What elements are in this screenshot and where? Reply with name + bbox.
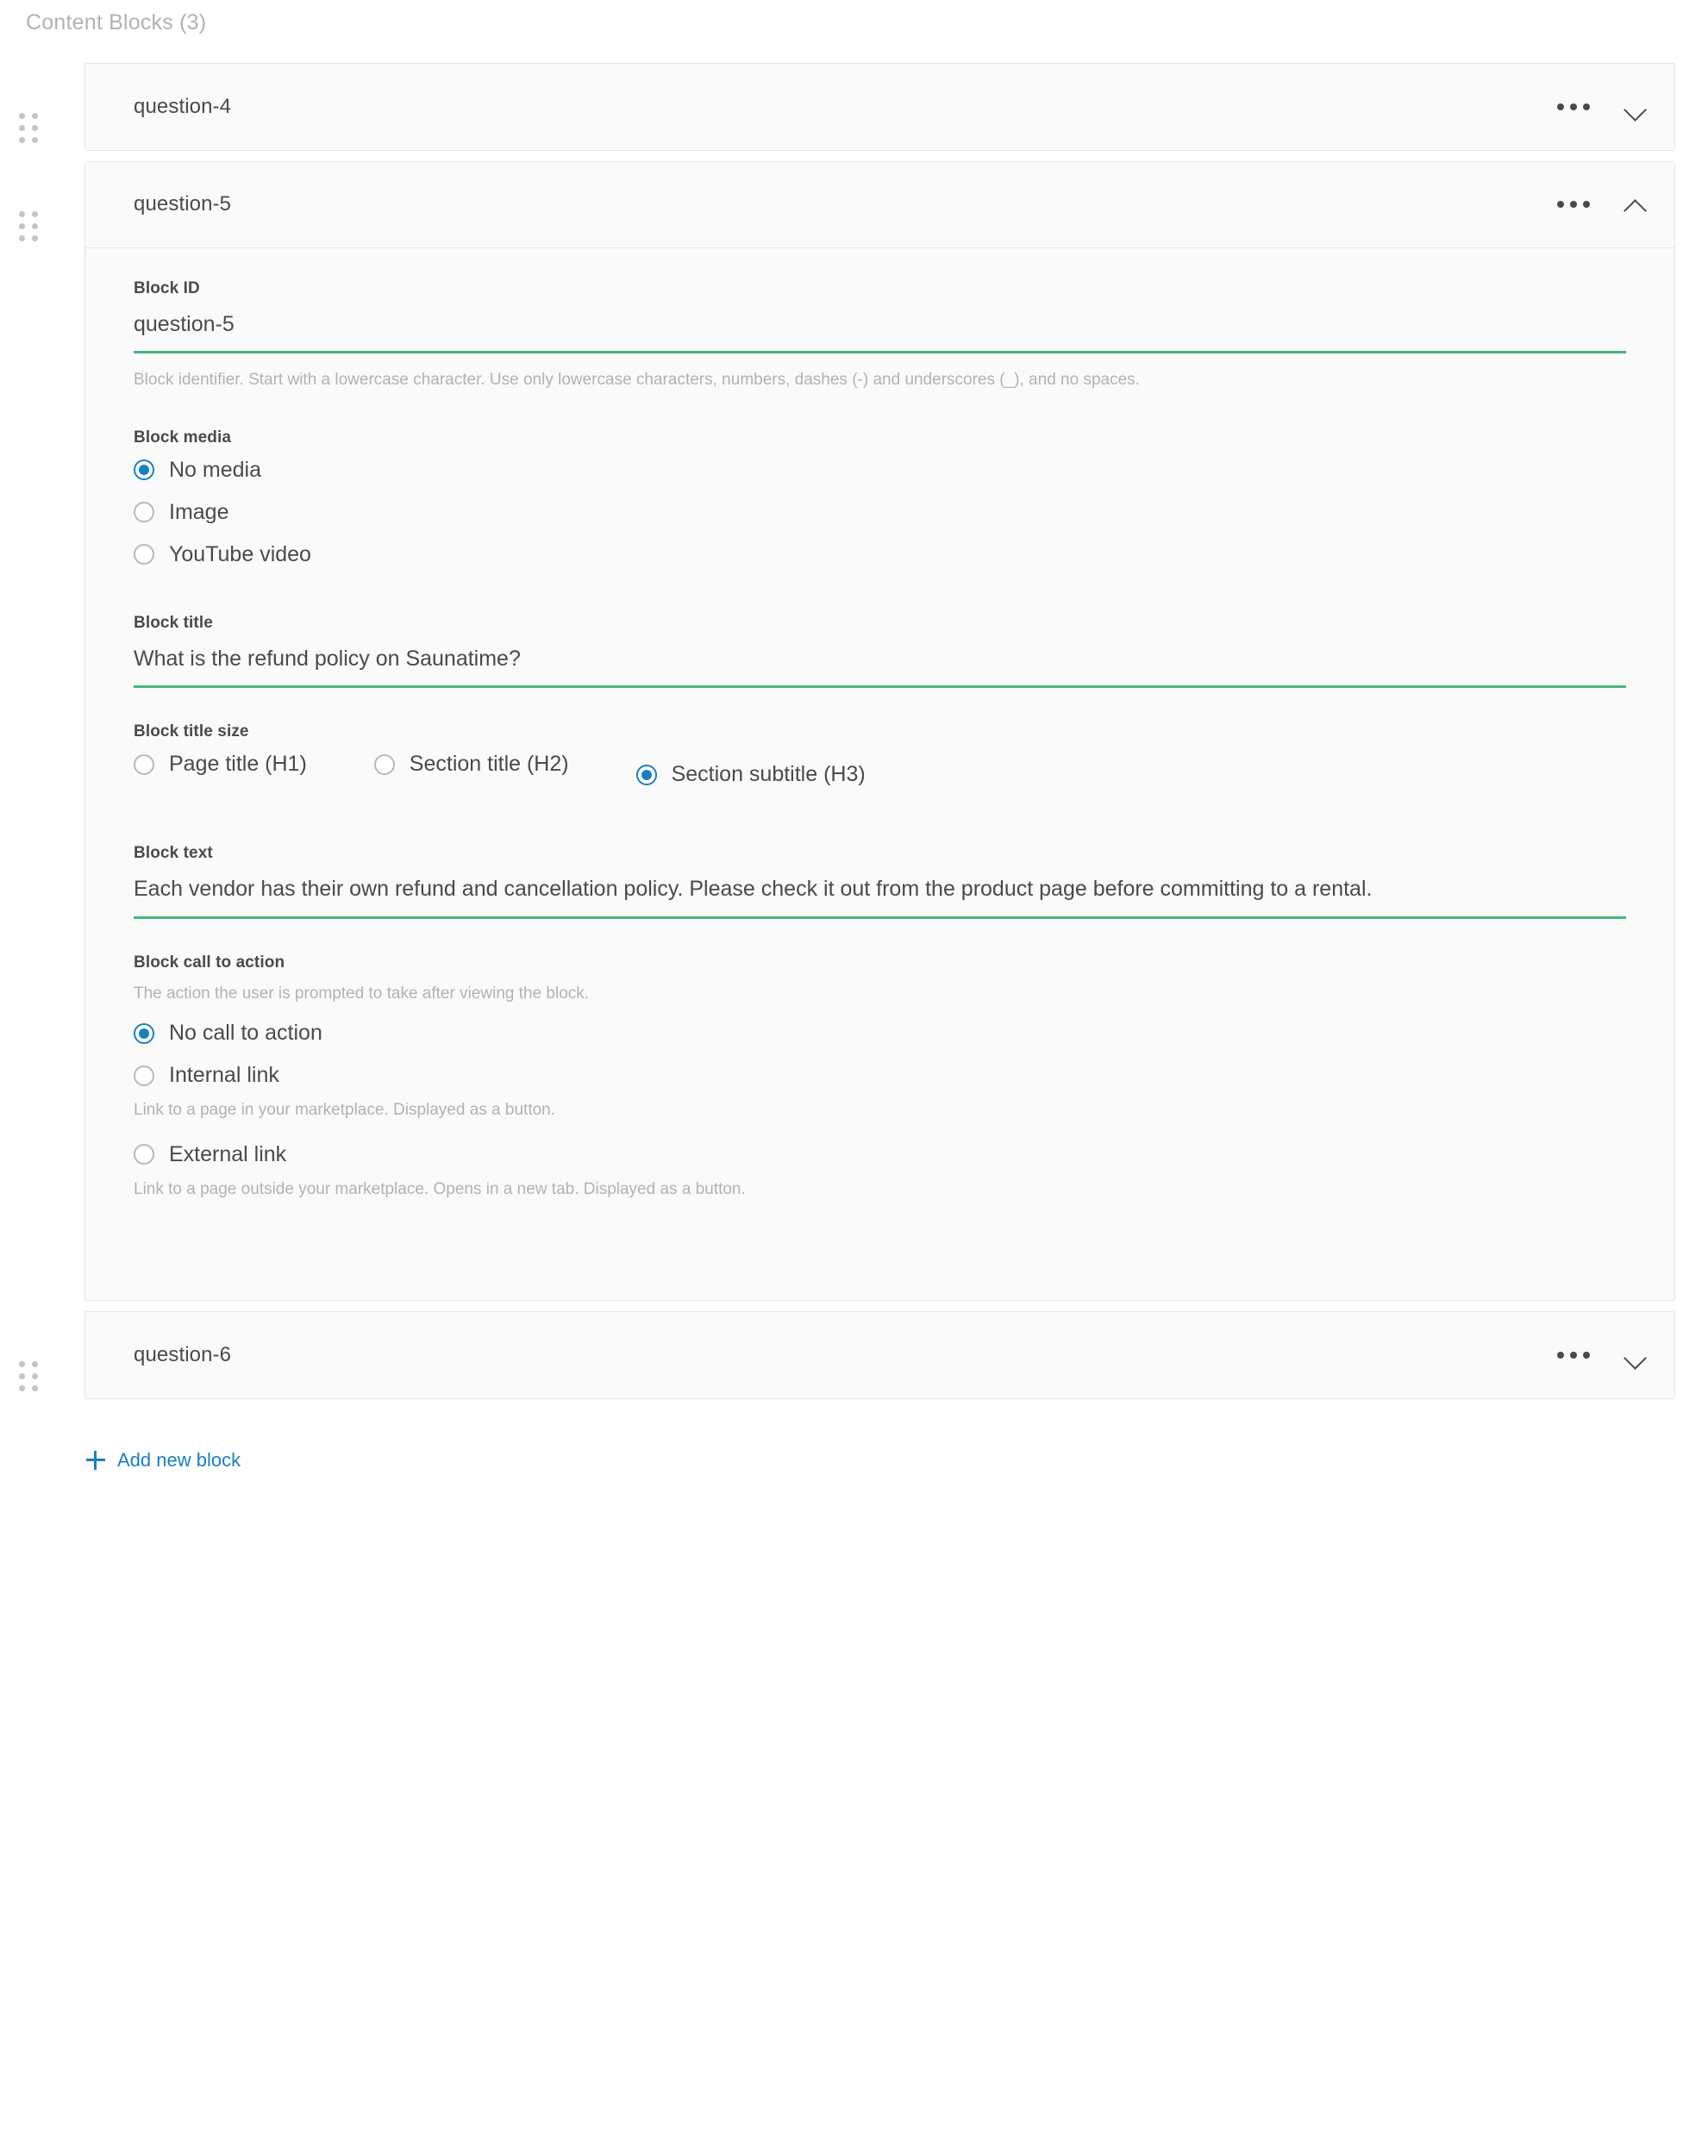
block-header-actions <box>1554 1342 1649 1368</box>
radio-label: Section title (H2) <box>409 752 569 777</box>
field-block-text <box>134 844 1626 919</box>
block-body <box>85 248 1674 1301</box>
radio-label: External link <box>169 1141 287 1166</box>
block-id-input[interactable]: question-5 <box>134 311 235 336</box>
radio-label: Image <box>169 499 229 524</box>
block-title: question-6 <box>134 1343 232 1367</box>
block-row <box>0 1311 1708 1399</box>
block-row <box>0 161 1708 1302</box>
radio-youtube-video[interactable] <box>134 541 1626 566</box>
block-text-input[interactable]: Each vendor has their own refund and cancellation policy. Please check it out from the product page before committing to a rental. <box>134 877 1373 902</box>
radio-label: Section subtitle (H3) <box>671 762 866 787</box>
block-text-label: Block text <box>134 844 213 863</box>
block-header[interactable] <box>85 64 1674 150</box>
block-header[interactable] <box>85 162 1674 248</box>
radio-no-call-to-action[interactable] <box>134 1022 1626 1044</box>
block-card-question-4 <box>84 63 1675 151</box>
chevron-down-icon[interactable] <box>1623 1342 1649 1368</box>
field-block-cta <box>134 953 1626 1202</box>
field-block-media <box>134 428 1626 566</box>
block-list <box>0 63 1708 1400</box>
radio-icon <box>134 1066 154 1086</box>
radio-icon-checked <box>134 1023 154 1044</box>
drag-handle-icon[interactable] <box>19 113 45 139</box>
block-cta-radio-group <box>134 1022 1626 1202</box>
block-title: question-4 <box>134 94 232 118</box>
block-header-actions <box>1554 94 1649 120</box>
field-block-id <box>134 279 1626 394</box>
radio-page-title-h1[interactable] <box>134 753 307 775</box>
drag-handle-icon[interactable] <box>19 1361 45 1387</box>
radio-external-link[interactable] <box>134 1141 1626 1166</box>
radio-internal-link[interactable] <box>134 1065 1626 1086</box>
radio-section-subtitle-h3[interactable] <box>636 764 866 785</box>
block-header-actions <box>1554 191 1649 217</box>
radio-icon <box>134 544 154 565</box>
drag-handle-icon[interactable] <box>19 211 45 237</box>
block-id-label: Block ID <box>134 278 200 297</box>
radio-icon <box>134 502 154 522</box>
radio-label: No call to action <box>169 1021 322 1046</box>
block-header[interactable] <box>85 1312 1674 1398</box>
block-card-question-6 <box>84 1311 1675 1399</box>
add-new-block-label: Add new block <box>117 1449 241 1472</box>
radio-image[interactable] <box>134 499 1626 524</box>
block-title: question-5 <box>134 192 232 216</box>
block-title-size-radio-group <box>134 753 1626 796</box>
radio-no-media[interactable] <box>134 459 1626 481</box>
radio-icon <box>374 754 395 775</box>
internal-link-helper: Link to a page in your marketplace. Displayed as a button. <box>134 1101 556 1120</box>
block-row <box>0 63 1708 151</box>
block-media-label: Block media <box>134 428 232 447</box>
radio-section-title-h2[interactable] <box>374 753 569 775</box>
block-id-helper: Block identifier. Start with a lowercase character. Use only lowercase characters, numbers, dashes (-) and underscores (_), and no spaces. <box>134 371 1140 390</box>
plus-icon <box>86 1451 105 1470</box>
block-title-input[interactable]: What is the refund policy on Saunatime? <box>134 646 521 671</box>
block-cta-helper: The action the user is prompted to take after viewing the block. <box>134 984 590 1003</box>
field-block-title-size <box>134 722 1626 796</box>
block-card-question-5 <box>84 161 1675 1302</box>
radio-icon-checked <box>636 765 657 785</box>
more-options-icon[interactable] <box>1554 192 1593 216</box>
field-block-title <box>134 614 1626 689</box>
add-new-block-button[interactable] <box>84 1442 242 1478</box>
radio-label: No media <box>169 457 261 482</box>
radio-label: Internal link <box>169 1063 279 1088</box>
block-title-size-label: Block title size <box>134 722 249 741</box>
radio-label: Page title (H1) <box>169 752 307 777</box>
more-options-icon[interactable] <box>1554 1343 1593 1367</box>
radio-icon-checked <box>134 459 154 480</box>
external-link-helper: Link to a page outside your marketplace. Opens in a new tab. Displayed as a button. <box>134 1179 746 1198</box>
block-id-underline <box>134 351 1626 353</box>
radio-icon <box>134 1144 154 1165</box>
page-title: Content Blocks (3) <box>26 10 207 34</box>
chevron-up-icon[interactable] <box>1623 191 1649 217</box>
block-media-radio-group <box>134 459 1626 566</box>
radio-label: YouTube video <box>169 541 311 566</box>
block-cta-label: Block call to action <box>134 953 285 972</box>
radio-icon <box>134 754 154 775</box>
block-title-label: Block title <box>134 613 213 632</box>
more-options-icon[interactable] <box>1554 95 1593 119</box>
chevron-down-icon[interactable] <box>1623 94 1649 120</box>
